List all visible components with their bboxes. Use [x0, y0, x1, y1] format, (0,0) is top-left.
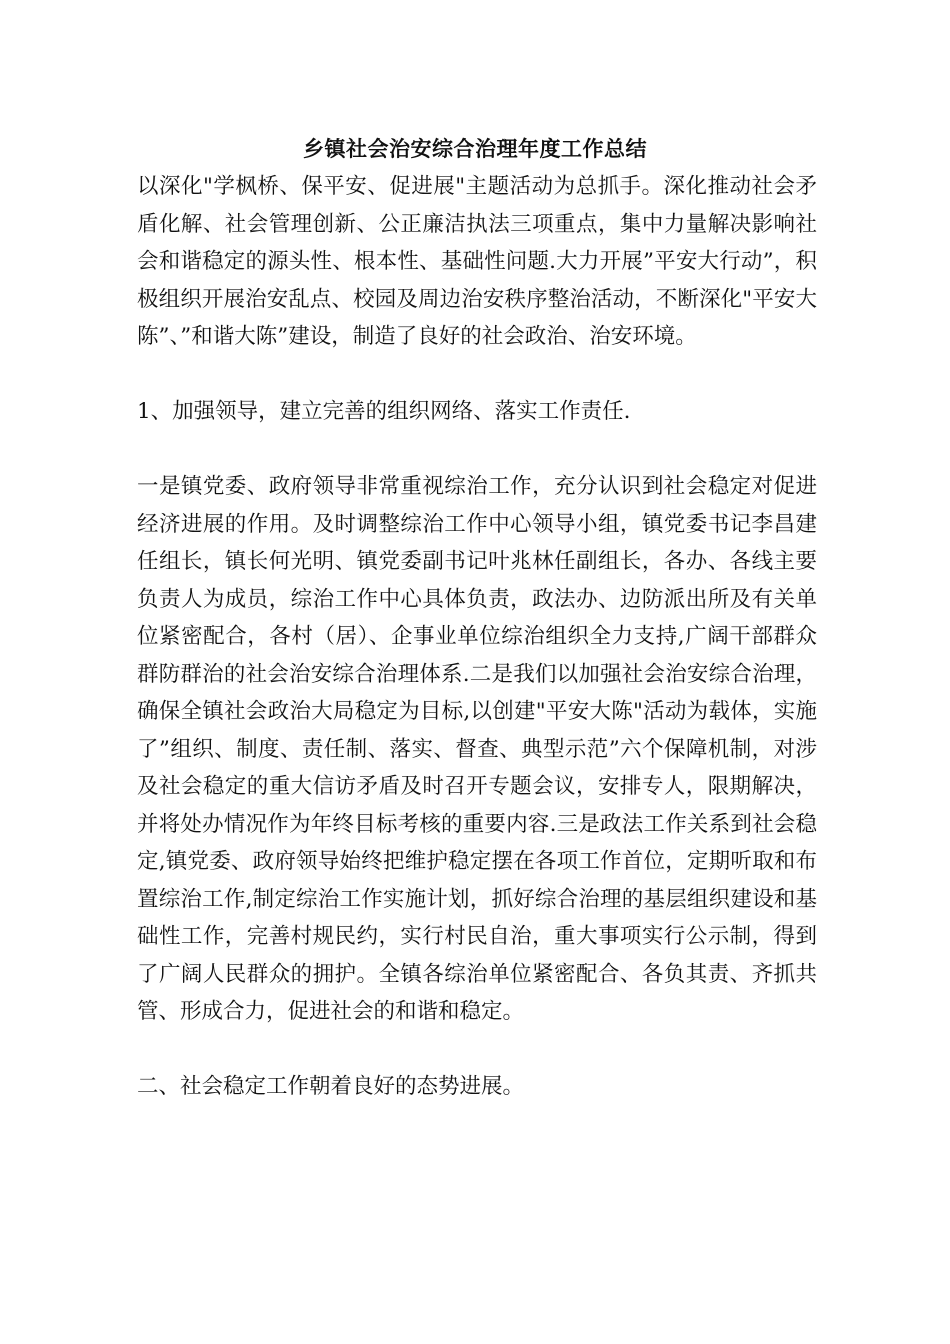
- section-heading-1: 1、加强领导，建立完善的组织网络、落实工作责任.: [137, 399, 631, 424]
- section-heading-2: 二、社会稳定工作朝着良好的态势进展。: [137, 1074, 525, 1099]
- paragraph-spacer: [137, 356, 817, 394]
- paragraph-spacer: [137, 431, 817, 469]
- document-body: [137, 168, 817, 1106]
- paragraph-section-1-body: 一是镇党委、政府领导非常重视综治工作，充分认识到社会稳定对促进经济进展的作用。及时调整综治工作中心领导小组，镇党委书记李昌建任组长，镇长何光明、镇党委副书记叶兆林任副组长，各办、各线主要负责人为成员，综治工作中心具体负责，政法办、边防派出所及有关单位紧密配合，各村（居）、企事业单位综治组织全力支持,广阔干部群众群防群治的社会治安综合治理体系.二是我们以加强社会治安综合治理，确保全镇社会政治大局稳定为目标,以创建"平安大陈"活动为载体，实施了”组织、制度、责任制、落实、督查、典型示范”六个保障机制，对涉及社会稳定的重大信访矛盾及时召开专题会议，安排专人，限期解决，并将处办情况作为年终目标考核的重要内容.三是政法工作关系到社会稳定,镇党委、政府领导始终把维护稳定摆在各项工作首位，定期听取和布置综治工作,制定综治工作实施计划，抓好综合治理的基层组织建设和基础性工作，完善村规民约，实行村民自治，重大事项实行公示制，得到了广阔人民群众的拥护。全镇各综治单位紧密配合、各负其责、齐抓共管、形成合力，促进社会的和谐和稳定。: [137, 474, 817, 1024]
- paragraph-intro: 以深化"学枫桥、保平安、促进展"主题活动为总抓手。深化推动社会矛盾化解、社会管理创新、公正廉洁执法三项重点，集中力量解决影响社会和谐稳定的源头性、根本性、基础性问题.大力开展”平安大行动”，积极组织开展治安乱点、校园及周边治安秩序整治活动，不断深化"平安大陈”、”和谐大陈”建设，制造了良好的社会政治、治安环境。: [137, 174, 817, 349]
- paragraph-spacer: [137, 1031, 817, 1069]
- document-title: 乡镇社会治安综合治理年度工作总结: [303, 136, 647, 161]
